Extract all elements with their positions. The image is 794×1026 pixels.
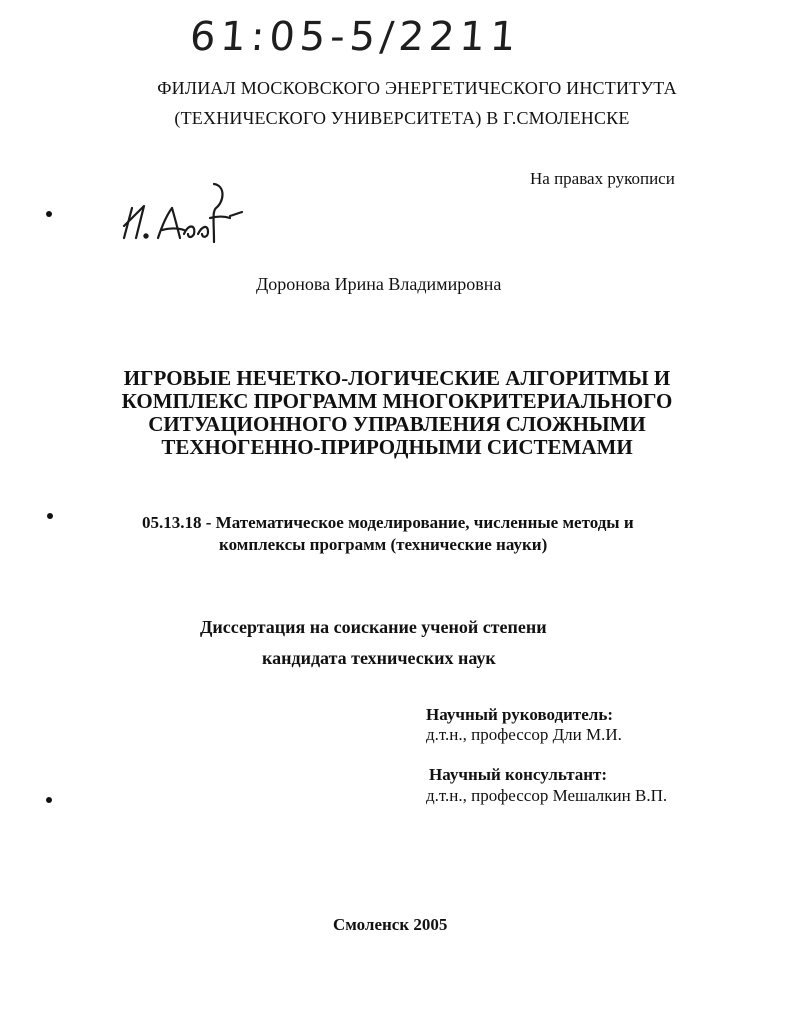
margin-dot (46, 797, 52, 803)
supervisor-label: Научный руководитель: (426, 705, 613, 724)
archive-code: 61:05-5/2211 (188, 14, 523, 60)
title-line-3: СИТУАЦИОННОГО УПРАВЛЕНИЯ СЛОЖНЫМИ (148, 412, 646, 436)
place-year: Смоленск 2005 (333, 915, 448, 934)
specialty-line-2: комплексы программ (технические науки) (219, 535, 548, 554)
margin-dot (46, 211, 52, 217)
degree-line-1: Диссертация на соискание ученой степени (200, 617, 547, 637)
consultant-label: Научный консультант: (429, 765, 608, 784)
title-line-4: ТЕХНОГЕННО-ПРИРОДНЫМИ СИСТЕМАМИ (161, 435, 633, 459)
degree-line-2: кандидата технических наук (262, 648, 496, 668)
margin-dot (47, 513, 53, 519)
title-line-1: ИГРОВЫЕ НЕЧЕТКО-ЛОГИЧЕСКИЕ АЛГОРИТМЫ И (123, 366, 671, 390)
institution-line-1: ФИЛИАЛ МОСКОВСКОГО ЭНЕРГЕТИЧЕСКОГО ИНСТИТУТА (157, 78, 677, 98)
title-line-2: КОМПЛЕКС ПРОГРАММ МНОГОКРИТЕРИАЛЬНОГО (121, 389, 673, 413)
specialty-line-1: 05.13.18 - Математическое моделирование, численные методы и (142, 513, 634, 532)
consultant-name: д.т.н., профессор Мешалкин В.П. (426, 786, 668, 805)
author-name: Доронова Ирина Владимировна (256, 274, 502, 294)
manuscript-rights: На правах рукописи (530, 169, 675, 188)
signature (118, 178, 248, 246)
supervisor-name: д.т.н., профессор Дли М.И. (426, 725, 622, 744)
institution-line-2: (ТЕХНИЧЕСКОГО УНИВЕРСИТЕТА) В Г.СМОЛЕНСКЕ (174, 108, 630, 128)
